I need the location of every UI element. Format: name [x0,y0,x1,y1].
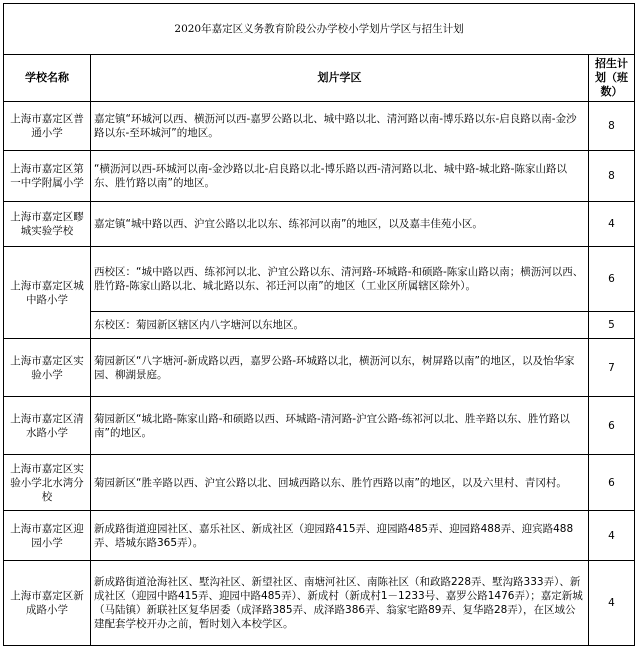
class-count: 5 [589,312,635,339]
class-count: 6 [589,247,635,312]
zone-text: 菊园新区“城北路-陈家山路-和硕路以西、环城路-清河路-沪宜公路-练祁河以北、胜辛路以东、胜竹路以南”的地区。 [91,397,589,455]
header-zone: 划片学区 [91,55,589,102]
table-row [4,312,635,339]
school-name: 上海市嘉定区实验小学 [4,339,91,397]
table-row [4,511,635,561]
class-count: 4 [589,511,635,561]
zone-text: 西校区：“城中路以西、练祁河以北、沪宜公路以东、清河路-环城路-和硕路-陈家山路以南；横沥河以西、胜竹路-陈家山路以北、城北路以东、祁迁河以南”的地区（工业区所属辖区除外）。 [91,247,589,312]
school-name: 上海市嘉定区新成路小学 [4,561,91,646]
zone-text: 新成路街道迎园社区、嘉乐社区、新成社区（迎园路415弄、迎园路485弄、迎园路488弄、迎宾路488弄、塔城东路365弄）。 [91,511,589,561]
table-row [4,247,635,312]
zone-text: “横沥河以西-环城河以南-金沙路以北-启良路以北-博乐路以西-清河路以北、城中路-城北路-陈家山路以东、胜竹路以南”的地区。 [91,151,589,202]
header-school: 学校名称 [4,55,91,102]
school-name: 上海市嘉定区迎园小学 [4,511,91,561]
class-count: 6 [589,397,635,455]
zone-text: 嘉定镇“环城河以西、横沥河以西-嘉罗公路以北、城中路以北、清河路以南-博乐路以东-启良路以南-金沙路以东-至环城河”的地区。 [91,102,589,151]
header-classes: 招生计划（班数） [589,55,635,102]
class-count: 7 [589,339,635,397]
table-row [4,151,635,202]
table-row [4,339,635,397]
enrollment-table [3,3,635,646]
school-name: 上海市嘉定区第一中学附属小学 [4,151,91,202]
table-title: 2020年嘉定区义务教育阶段公办学校小学划片学区与招生计划 [4,4,635,55]
class-count: 6 [589,455,635,511]
class-count: 8 [589,102,635,151]
zone-text: 新成路街道沧海社区、墅沟社区、新望社区、南塘河社区、南陈社区（和政路228弄、墅沟路333弄）、新成社区（迎园中路415弄、迎园中路485弄）、新成村（新成村1－1233号、嘉罗公路1476弄）；嘉定新城（马陆镇）新联社区复华居委（成泽路385弄、成泽路386弄、翁家宅路89弄、复华路28弄），在区域公建配套学校开办之前，暂时划入本校学区。 [91,561,589,646]
zone-text: 嘉定镇“城中路以西、沪宜公路以北以东、练祁河以南”的地区，以及嘉丰佳苑小区。 [91,202,589,247]
school-name: 上海市嘉定区清水路小学 [4,397,91,455]
class-count: 8 [589,151,635,202]
table-row [4,102,635,151]
school-name: 上海市嘉定区疁城实验学校 [4,202,91,247]
table-row [4,455,635,511]
table-row [4,202,635,247]
school-name: 上海市嘉定区城中路小学 [4,247,91,339]
table-row [4,397,635,455]
zone-text: 东校区：菊园新区辖区内八字塘河以东地区。 [91,312,589,339]
zone-text: 菊园新区“八字塘河-新成路以西，嘉罗公路-环城路以北，横沥河以东，树屏路以南”的地区，以及怡华家园、柳湖景庭。 [91,339,589,397]
school-name: 上海市嘉定区实验小学北水湾分校 [4,455,91,511]
class-count: 4 [589,202,635,247]
school-name: 上海市嘉定区普通小学 [4,102,91,151]
table-row [4,561,635,646]
zone-text: 菊园新区“胜辛路以西、沪宜公路以北、回城西路以东、胜竹西路以南”的地区，以及六里村、青冈村。 [91,455,589,511]
class-count: 4 [589,561,635,646]
